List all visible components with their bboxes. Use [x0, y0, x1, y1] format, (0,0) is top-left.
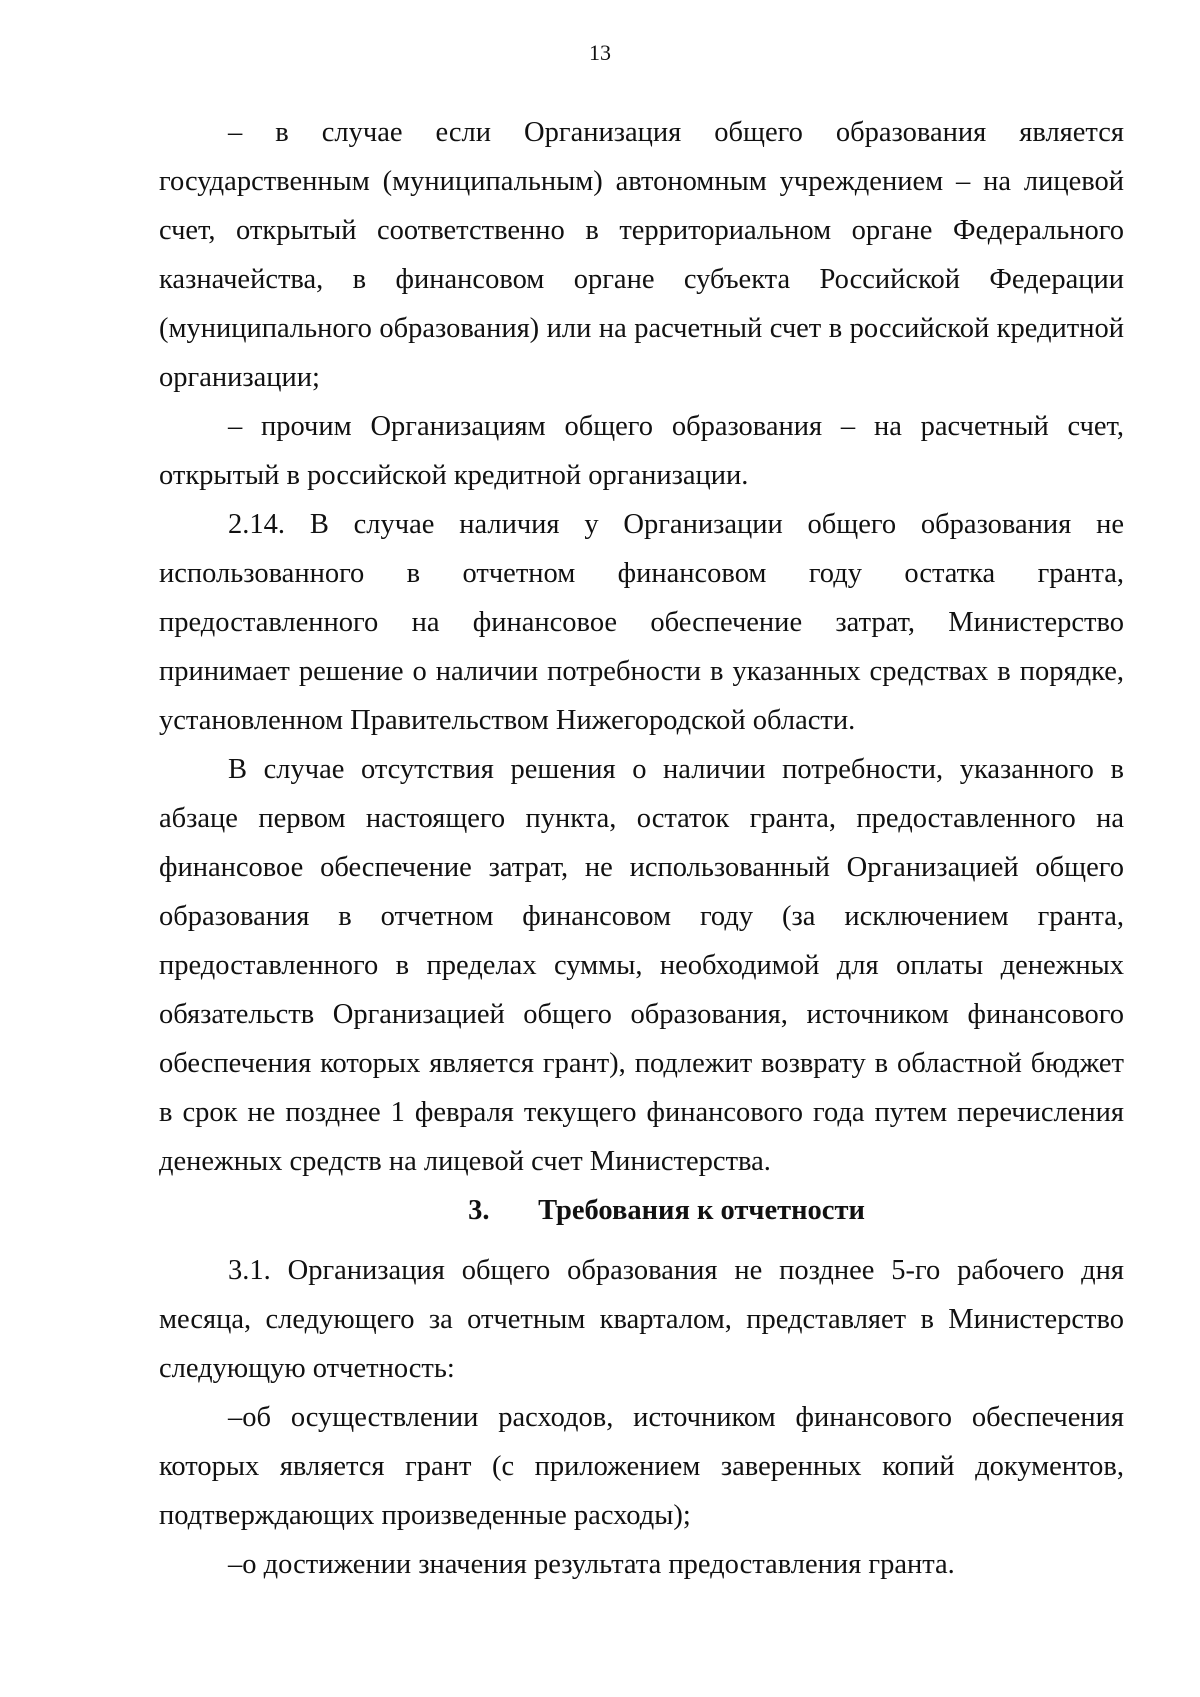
- paragraph-other-organizations: – прочим Организациям общего образования – на расчетный счет, открытый в российской кредитной организации.: [159, 411, 1124, 491]
- list-item-text: о достижении значения результата предоставления гранта.: [242, 1549, 955, 1580]
- paragraph-autonomous-institution: – в случае если Организация общего образования является государственным (муниципальным) автономным учреждением – на лицевой счет, открытый соответственно в территориальном органе Федерального казначейства, в финансовом органе субъекта Российской Федерации (муниципального образования) или на расчетный счет в российской кредитной организации;: [159, 117, 1124, 393]
- section-number: 3.: [468, 1195, 490, 1226]
- list-item-text: об осуществлении расходов, источником финансового обеспечения которых является грант (с приложением заверенных копий документов, подтверждающих произведенные расходы);: [159, 1402, 1124, 1531]
- section-title: Требования к отчетности: [538, 1195, 865, 1226]
- document-body: [159, 108, 1124, 1589]
- list-dash: –: [228, 1402, 243, 1433]
- paragraph-2-14: 2.14. В случае наличия у Организации общего образования не использованного в отчетном финансовом году остатка гранта, предоставленного на финансовое обеспечение затрат, Министерство принимает решение о наличии потребности в указанных средствах в порядке, установленном Правительством Нижегородской области.: [159, 509, 1124, 736]
- list-item-expenses-report: [159, 1393, 1124, 1540]
- paragraph-3-1: 3.1. Организация общего образования не позднее 5-го рабочего дня месяца, следующего за отчетным кварталом, представляет в Министерство следующую отчетность:: [159, 1255, 1124, 1384]
- list-dash: –: [228, 1549, 243, 1580]
- paragraph-no-decision: В случае отсутствия решения о наличии потребности, указанного в абзаце первом настоящего пункта, остаток гранта, предоставленного на финансовое обеспечение затрат, не использованный Организацией общего образования в отчетном финансовом году (за исключением гранта, предоставленного в пределах суммы, необходимой для оплаты денежных обязательств Организацией общего образования, источником финансового обеспечения которых является грант), подлежит возврату в областной бюджет в срок не позднее 1 февраля текущего финансового года путем перечисления денежных средств на лицевой счет Министерства.: [159, 754, 1124, 1177]
- list-item-result-report: [159, 1540, 1124, 1589]
- section-3-heading: [159, 1186, 1124, 1235]
- page-number: 13: [589, 40, 611, 65]
